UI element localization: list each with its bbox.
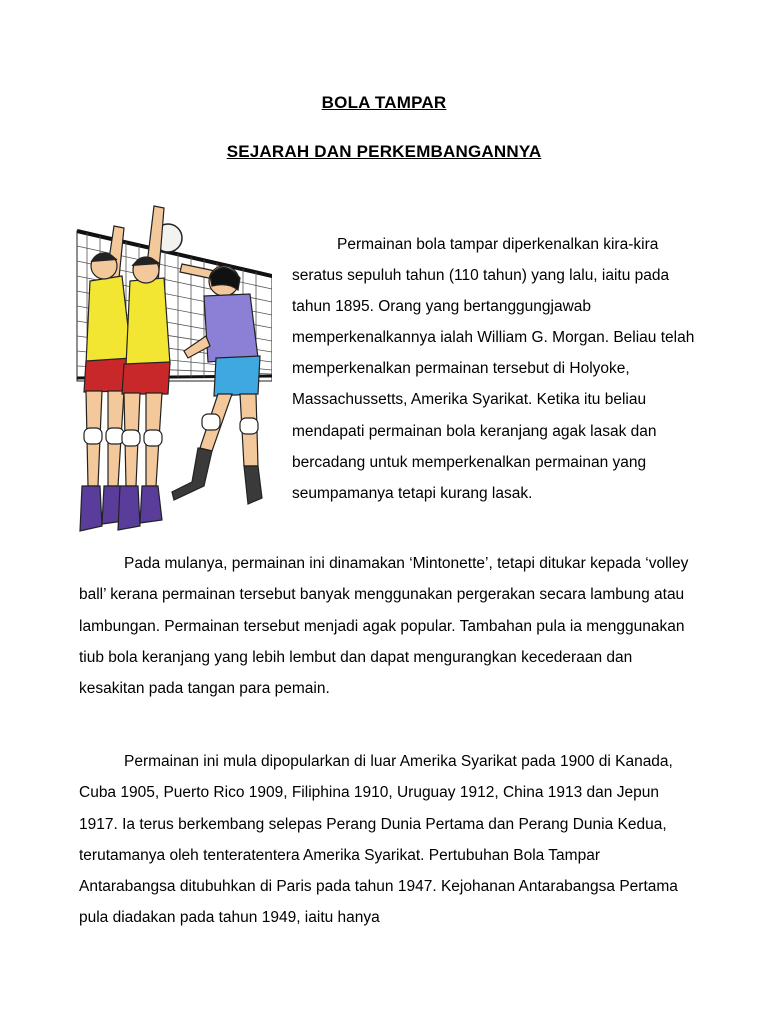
- spiker-player: [172, 264, 262, 504]
- paragraph-1-text: Permainan bola tampar diperkenalkan kira-kira seratus sepuluh tahun (110 tahun) yang lalu, iaitu pada tahun 1895. Orang yang bertanggungjawab memperkenalkannya ialah William G. Morgan. Beliau telah memperkenalkan permainan tersebut di Holyoke, Massachussetts, Amerika Syarikat. Ketika itu beliau mendapati permainan bola keranjang agak lasak dan bercadang untuk memperkenalkan permainan yang seumpamanya tetapi kurang lasak.: [292, 236, 695, 502]
- paragraph-intro: [292, 229, 702, 509]
- volleyball-illustration: [72, 186, 272, 536]
- page-title: BOLA TAMPAR: [321, 93, 447, 112]
- paragraph-2-text: Pada mulanya, permainan ini dinamakan ‘Mintonette’, tetapi ditukar kepada ‘volley ball’ kerana permainan tersebut banyak menggunakan pergerakan secara lambung atau lambungan. Permainan tersebut menjadi agak popular. Tambahan pula ia menggunakan tiub bola keranjang yang lebih lembut dan dapat mengurangkan kecederaan dan kesakitan pada tangan para pemain.: [79, 555, 689, 698]
- page-subtitle: SEJARAH DAN PERKEMBANGANNYA: [226, 142, 542, 161]
- paragraph-3-text: Permainan ini mula dipopularkan di luar Amerika Syarikat pada 1900 di Kanada, Cuba 1905, Puerto Rico 1909, Filiphina 1910, Uruguay 1912, China 1913 dan Jepun 1917. Ia terus berkembang selepas Perang Dunia Pertama dan Perang Dunia Kedua, terutamanya oleh tenteratentera Amerika Syarikat. Pertubuhan Bola Tampar Antarabangsa ditubuhkan di Paris pada tahun 1947. Kejohanan Antarabangsa Pertama pula diadakan pada tahun 1949, iaitu hanya: [79, 753, 678, 927]
- paragraph-spread: [79, 746, 699, 934]
- paragraph-name-origin: [79, 548, 699, 704]
